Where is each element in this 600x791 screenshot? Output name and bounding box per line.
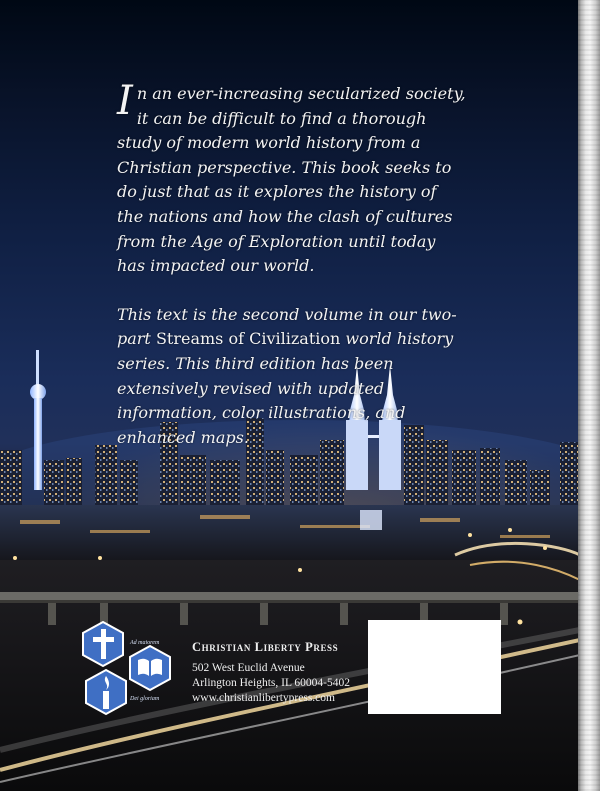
publisher-address-line-1: 502 West Euclid Avenue <box>192 662 305 674</box>
barcode-area <box>368 620 501 714</box>
paragraph-2-start: This text is the second volume in our two-part <box>117 304 457 349</box>
paragraph-2-end: world history series. This third edition has been extensively revised with updated information, color illustrations, and enhanced maps. <box>117 329 454 447</box>
description-paragraph-1 <box>117 78 467 279</box>
drop-cap-letter: I <box>117 78 133 124</box>
page-edge <box>578 0 600 791</box>
publisher-address-line-2: Arlington Heights, IL 60004-5402 <box>192 677 351 689</box>
back-cover-description <box>117 78 467 450</box>
publisher-info <box>192 640 350 706</box>
christian-liberty-press-logo <box>78 620 178 718</box>
publisher-website: www.christianlibertypress.com <box>192 692 335 704</box>
description-paragraph-2 <box>117 303 467 451</box>
publisher-name: Christian Liberty Press <box>192 640 339 654</box>
series-title: Streams of Civilization <box>155 329 341 349</box>
paragraph-1-text: n an ever-increasing secularized society, it can be difficult to find a thorough study of modern world history from a Christian perspective. This book seeks to do just that as it explores the history of the nations and how the clash of cultures from the Age of Exploration until today has impacted our world. <box>117 84 466 276</box>
motto-right: Dei gloriam <box>130 696 160 702</box>
motto-left: Ad maiorem <box>130 640 160 646</box>
